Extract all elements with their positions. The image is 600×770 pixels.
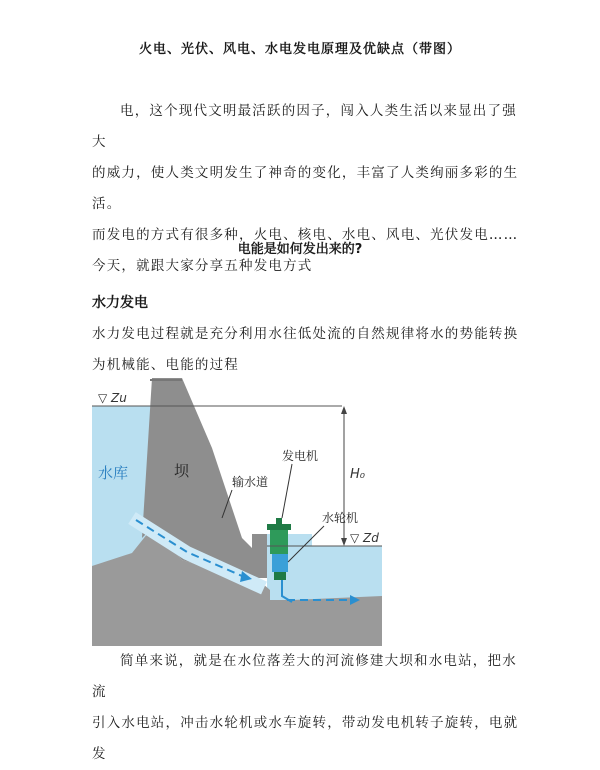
intro-line: 今天，就跟大家分享五种发电方式 [92, 258, 313, 274]
generator-label: 发电机 [282, 449, 319, 463]
bottom-line: 引入水电站，冲击水轮机或水车旋转，带动发电机转子旋转，电就发 [92, 715, 519, 762]
zd-label: ▽ Zd [350, 531, 379, 545]
hydropower-diagram [92, 378, 382, 646]
question-heading: 电能是如何发出来的? [237, 242, 363, 257]
section-description [92, 319, 522, 381]
section-desc-line: 为机械能、电能的过程 [92, 357, 239, 373]
dam-label: 坝 [174, 462, 190, 480]
turbine-label: 水轮机 [322, 511, 359, 525]
zu-label: ▽ Zu [98, 391, 127, 405]
penstock-label: 输水道 [232, 475, 269, 489]
intro-line: 而发电的方式有很多种，火电、核电、水电、风电、光伏发电…… [92, 227, 519, 243]
bottom-paragraph [92, 646, 522, 770]
section-desc-line: 水力发电过程就是充分利用水往低处流的自然规律将水的势能转换 [92, 326, 519, 342]
section-heading: 水力发电 [92, 295, 148, 311]
reservoir-label: 水库 [98, 464, 129, 482]
generator [270, 528, 288, 554]
turbine [272, 554, 288, 572]
intro-line: 的威力，使人类文明发生了神奇的变化，丰富了人类绚丽多彩的生活。 [92, 165, 519, 212]
bottom-line: 简单来说，就是在水位落差大的河流修建大坝和水电站，把水流 [92, 653, 517, 700]
intro-line: 电，这个现代文明最活跃的因子，闯入人类生活以来显出了强大 [92, 103, 517, 150]
page-title: 火电、光伏、风电、水电发电原理及优缺点（带图） [138, 42, 461, 57]
h0-label: H₀ [350, 467, 365, 482]
